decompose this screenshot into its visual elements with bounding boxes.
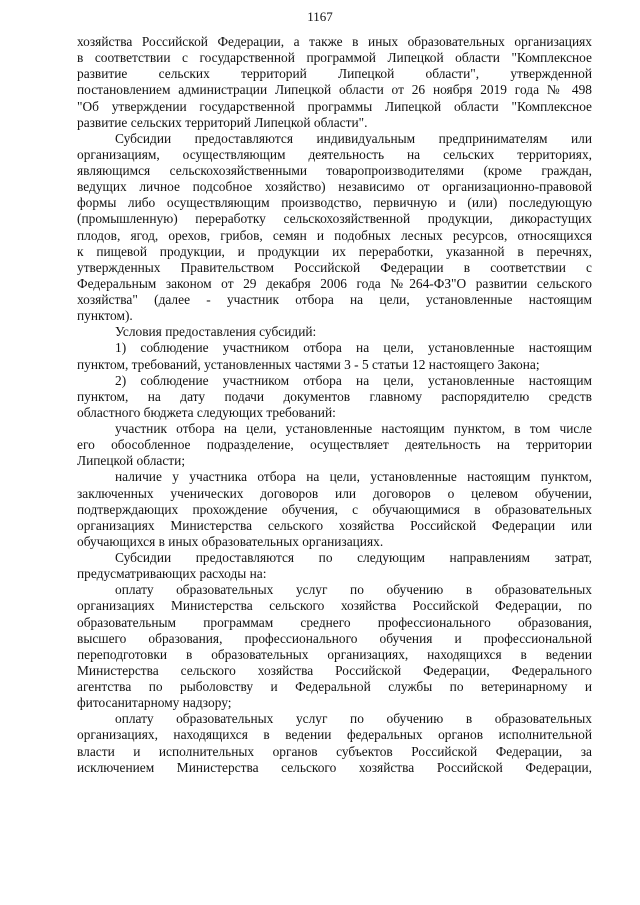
text-line: плодов, ягод, орехов, грибов, семян и подобных лесных ресурсов, относящихся xyxy=(77,227,592,243)
paragraph xyxy=(77,469,592,550)
text-line: обучающихся в иных образовательных организациях. xyxy=(77,533,384,549)
text-line: организациях Министерства сельского хозяйства Российской Федерации, по xyxy=(77,598,592,614)
text-line: наличие у участника отбора на цели, установленные настоящим пунктом, xyxy=(115,469,592,485)
text-line: пунктом). xyxy=(77,308,133,324)
text-line: формы либо осуществляющим производство, первичную и (или) последующую xyxy=(77,195,592,211)
document-body xyxy=(77,34,592,776)
paragraph xyxy=(77,324,592,340)
text-line: участник отбора на цели, установленные настоящим пунктом, в том числе xyxy=(115,421,592,436)
text-line: Условия предоставления субсидий: xyxy=(115,324,317,340)
text-line: подтверждающих прохождение обучения, с обучающимися в образовательных xyxy=(77,501,592,517)
text-line: являющимся сельскохозяйственными товаропроизводителями (кроме граждан, xyxy=(77,163,592,178)
text-line: областного бюджета следующих требований: xyxy=(77,404,336,420)
text-line: 1) соблюдение участником отбора на цели, установленные настоящим xyxy=(115,340,592,356)
text-line: развитие сельских территорий Липецкой области", утвержденной xyxy=(77,66,592,82)
text-line: его обособленное подразделение, осуществляет деятельность на территории xyxy=(77,437,592,453)
text-line: постановлением администрации Липецкой области от 26 ноября 2019 года № 498 xyxy=(77,82,592,98)
paragraph xyxy=(77,550,592,582)
paragraph xyxy=(77,340,592,372)
text-line: пунктом, требований, установленных частями 3 - 5 статьи 12 настоящего Закона; xyxy=(77,356,540,372)
text-line: Федеральным законом от 29 декабря 2006 года №264-ФЗ"О развитии сельского xyxy=(77,275,592,291)
text-line: организациям, осуществляющим деятельность на сельских территориях, xyxy=(77,146,592,162)
paragraph xyxy=(77,131,592,325)
text-line: хозяйства" (далее - участник отбора на цели, установленные настоящим xyxy=(77,292,592,307)
text-line: исключением Министерства сельского хозяйства Российской Федерации, xyxy=(77,759,592,775)
text-line: оплату образовательных услуг по обучению в образовательных xyxy=(115,582,592,598)
text-line: Министерства сельского хозяйства Российской Федерации, Федерального xyxy=(77,662,592,678)
text-line: оплату образовательных услуг по обучению в образовательных xyxy=(115,711,592,727)
paragraph xyxy=(77,421,592,469)
text-line: власти и исполнительных органов субъектов Российской Федерации, за xyxy=(77,743,592,759)
paragraph xyxy=(77,34,592,131)
text-line: высшего образования, профессионального обучения и профессиональной xyxy=(77,630,592,646)
paragraph xyxy=(77,711,592,776)
text-line: образовательным программам среднего профессионального образования, xyxy=(77,614,592,630)
text-line: организациях, находящихся в ведении федеральных органов исполнительной xyxy=(77,727,592,743)
text-line: фитосанитарному надзору; xyxy=(77,695,232,711)
text-line: хозяйства Российской Федерации, а также в иных образовательных организациях xyxy=(77,34,592,49)
text-line: развитие сельских территорий Липецкой области". xyxy=(77,114,368,130)
text-line: 2) соблюдение участником отбора на цели, установленные настоящим xyxy=(115,372,592,388)
text-line: заключенных ученических договоров или договоров о целевом обучении, xyxy=(77,485,592,501)
text-line: Субсидии предоставляются индивидуальным предпринимателям или xyxy=(115,130,592,146)
text-line: утвержденных Правительством Российской Федерации в соответствии с xyxy=(77,259,592,275)
paragraph xyxy=(77,582,592,711)
text-line: организациях Министерства сельского хозяйства Российской Федерации или xyxy=(77,517,592,533)
paragraph xyxy=(77,373,592,421)
text-line: переподготовки в образовательных организациях, находящихся в ведении xyxy=(77,646,592,662)
text-line: ведущих личное подсобное хозяйство) независимо от организационно-правовой xyxy=(77,179,592,195)
page-number: 1167 xyxy=(307,9,333,24)
text-line: пунктом, на дату подачи документов главному распорядителю средств xyxy=(77,388,592,404)
text-line: в соответствии с государственной программой Липецкой области "Комплексное xyxy=(77,50,592,66)
text-line: Липецкой области; xyxy=(77,453,186,469)
text-line: предусматривающих расходы на: xyxy=(77,566,267,582)
text-line: (промышленную) переработку сельскохозяйственной продукции, дикорастущих xyxy=(77,211,592,227)
text-line: "Об утверждении государственной программы Липецкой области "Комплексное xyxy=(77,98,592,114)
text-line: агентства по рыболовству и Федеральной службы по ветеринарному и xyxy=(77,679,592,694)
text-line: Субсидии предоставляются по следующим направлениям затрат, xyxy=(115,550,592,565)
text-line: к пищевой продукции, и продукции их переработки, указанной в перечнях, xyxy=(77,243,592,259)
